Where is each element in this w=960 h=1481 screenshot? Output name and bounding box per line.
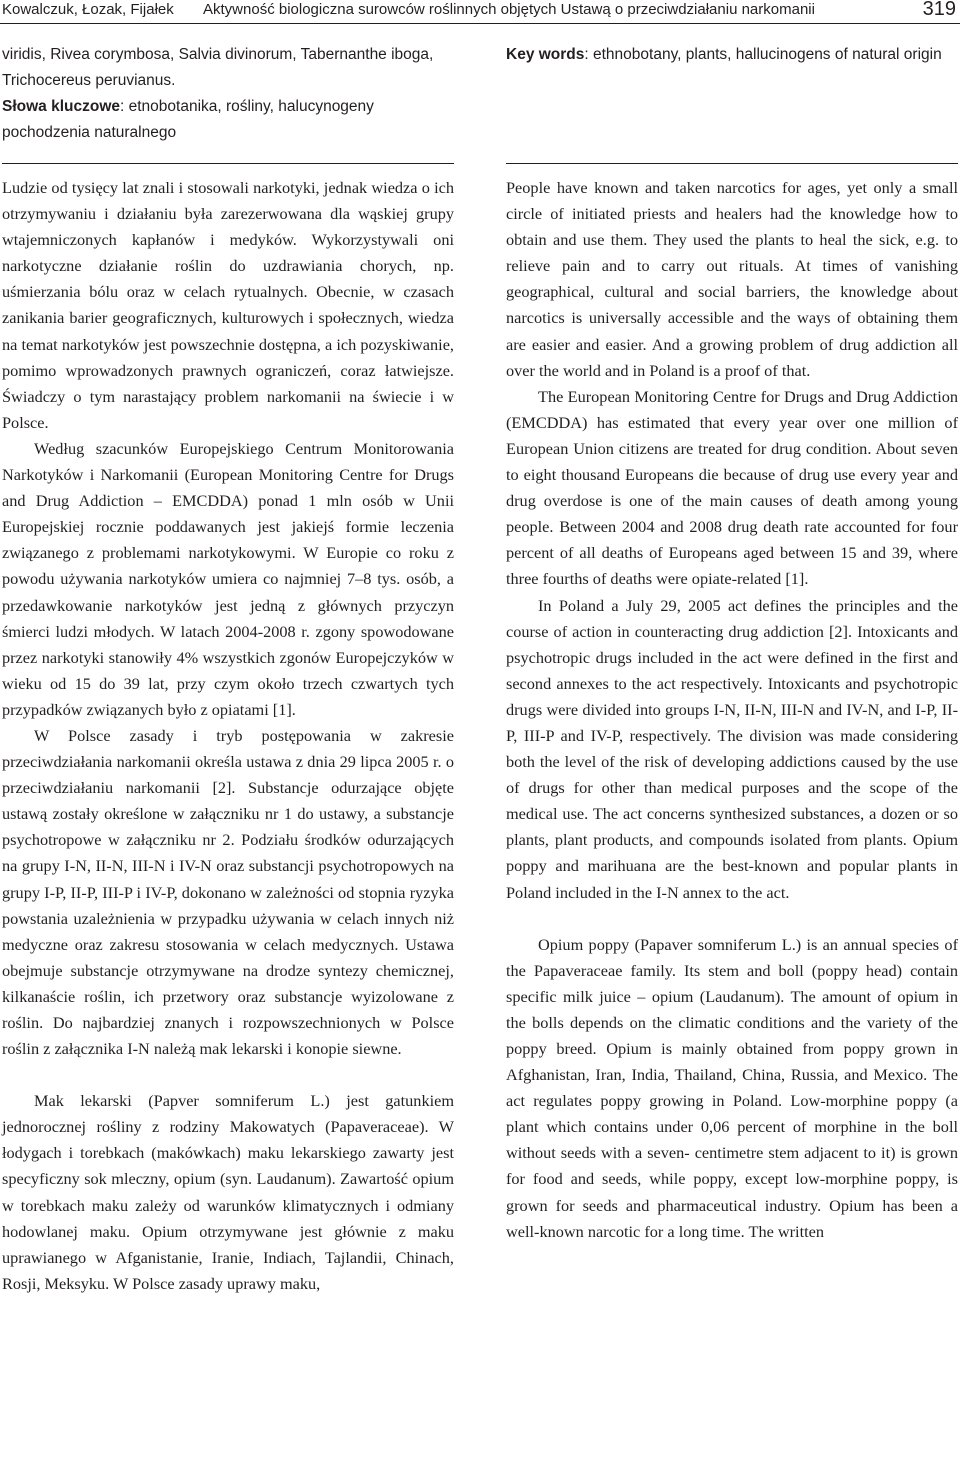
header-title: Aktywność biologiczna surowców roślinnych objętych Ustawą o przeciwdziałaniu narkomanii: [203, 1, 815, 18]
english-keywords: [506, 42, 958, 68]
body-paragraph: The European Monitoring Centre for Drugs and Drug Addiction (EMCDDA) has estimated that every year over one million of European Union citizens are treated for drug condition. About seven to eight thousand Europeans die because of drug use every year and drug overdose is one of the main causes of death among young people. Between 2004 and 2008 drug death rate accounted for four percent of all deaths of Europeans aged between 15 and 39, where three fourths of deaths were opiate-related [1].: [506, 386, 958, 589]
right-separator: [506, 163, 958, 164]
right-keywords: [506, 42, 958, 68]
polish-body: [2, 175, 454, 1297]
english-body: [506, 175, 958, 1245]
header-rule: [0, 23, 960, 24]
header-authors: Kowalczuk, Łozak, Fijałek: [2, 1, 174, 18]
left-separator: [2, 163, 454, 164]
body-paragraph: Ludzie od tysięcy lat znali i stosowali narkotyki, jednak wiedza o ich otrzymywaniu i działaniu była zarezerwowana dla wąskiej grupy wtajemniczonych kapłanów i medyków. Wykorzystywali oni narkotyczne działanie roślin do uzdrawiania chorych, np. uśmierzania bólu oraz w celach rytualnych. Obecnie, w czasach zanikania barier geograficznych, kulturowych i społecznych, wiedza na temat narkotyków jest powszechnie dostępna, a ich pozyskiwanie, pomimo wprowadzonych prawnych ograniczeń, coraz łatwiejsze. Świadczy o tym narastający problem narkomanii na świecie i w Polsce.: [2, 178, 454, 432]
running-header: [0, 0, 960, 24]
body-paragraph: In Poland a July 29, 2005 act defines the principles and the course of action in counteracting drug addiction [2]. Intoxicants and psychotropic drugs included in the act were defined in the first and second annexes to the act respectively. Intoxicants and psychotropic drugs were divided into groups I-N, II-N, III-N and IV-N, and I-P, II-P, III-P and IV-P, respectively. The division was made considering both the level of the risk of developing addictions caused by the use of drugs for other than medical purposes and the scope of the medical use. The act concerns synthesized substances, a dozen or so plants, plant products, and compounds isolated from plants. Opium poppy and marihuana are the best-known and popular plants in Poland included in the I-N annex to the act.: [506, 595, 958, 902]
page-number: 319: [922, 0, 956, 20]
body-paragraph: Według szacunków Europejskiego Centrum Monitorowania Narkotyków i Narkomanii (European Monitoring Centre for Drugs and Drug Addiction – EMCDDA) ponad 1 mln osób w Unii Europejskiej rocznie poddawanych jest jakiejś formie leczenia związanego z problemami narkotykowymi. W Europie co roku z powodu używania narkotyków umiera co najmniej 7–8 tys. osób, a przedawkowanie narkotyków jest jedną z głównych przyczyn śmierci ludzi młodych. W latach 2004-2008 r. zgony spowodowane przez narkotyki stanowiły 4% wszystkich zgonów Europejczyków w wieku od 15 do 39 lat, przy czym około trzech czwartych tych przypadków związanych było z opiatami [1].: [2, 438, 454, 719]
body-paragraph: People have known and taken narcotics for ages, yet only a small circle of initiated priests and healers had the knowledge how to obtain and use them. They used the plants to heal the sick, e.g. to relieve pain and to carry out rituals. At times of vanishing geographical, cultural and social barriers, the knowledge about narcotics is universally accessible and the ways of obtaining them are easier and easier. And a growing problem of drug addiction all over the world and in Poland is a proof of that.: [506, 178, 958, 380]
english-keywords-text: : ethnobotany, plants, hallucinogens of natural origin: [584, 46, 942, 63]
polish-keywords-label: Słowa kluczowe: [2, 98, 121, 115]
polish-keywords-text: : etnobotanika, rośliny, halucynogeny pochodzenia naturalnego: [2, 98, 374, 141]
english-keywords-label: Key words: [506, 46, 585, 63]
left-abstract-tail: [2, 42, 454, 146]
body-paragraph: W Polsce zasady i tryb postępowania w zakresie przeciwdziałania narkomanii określa ustawa z dnia 29 lipca 2005 r. o przeciwdziałaniu narkomanii [2]. Substancje odurzające objęte ustawą zostały określone w załączniku nr 1 do ustawy, a substancje psychotropowe w załączniku nr 2. Podziału środków odurzających na grupy I-N, II-N, III-N i IV-N oraz substancji psychotropowych na grupy I-P, II-P, III-P i IV-P, dokonano w zależności od stopnia ryzyka powstania uzależnienia w przypadku używania w celach innych niż medyczne oraz zakresu stosowania w celach medycznych. Ustawa obejmuje substancje otrzymywane na drodze syntezy chemicznej, kilkanaście roślin, ich przetwory oraz substancje wyizolowane z roślin. Do najbardziej znanych i rozpowszechnionych w Polsce roślin z załącznika I-N należą mak lekarski i konopie siewne.: [2, 725, 454, 1059]
species-list-tail: viridis, Rivea corymbosa, Salvia divinorum, Tabernanthe iboga, Trichocereus peruvianus.: [2, 46, 434, 89]
polish-keywords: [2, 94, 454, 146]
body-paragraph: Mak lekarski (Papver somniferum L.) jest gatunkiem jednorocznej rośliny z rodziny Makowatych (Papaveraceae). W łodygach i torebkach (makówkach) maku lekarskiego zawarty jest specyficzny sok mleczny, opium (syn. Laudanum). Zawartość opium w torebkach maku zależy od warunków klimatycznych i odmiany hodowlanej maku. Opium otrzymywane jest głównie z maku uprawianego w Afganistanie, Iranie, Indiach, Tajlandii, Chinach, Rosji, Meksyku. W Polsce zasady uprawy maku,: [2, 1091, 454, 1293]
body-paragraph: Opium poppy (Papaver somniferum L.) is an annual species of the Papaveraceae family. Its stem and boll (poppy head) contain specific milk juice – opium (Laudanum). The amount of opium in the bolls depends on the climatic conditions and the variety of the poppy breed. Opium is mainly obtained from poppy grown in Afghanistan, Iran, India, Thailand, China, Russia, and Mexico. The act regulates poppy growing in Poland. Low-morphine poppy (a plant which contains under 0,06 percent of morphine in the boll without seeds with a seven- centimetre stem adjacent to it) is grown for food and seeds, while poppy, except low-morphine poppy, is grown for seeds and pharmaceutical industry. Opium has been a well-known narcotic for a long time. The written: [506, 934, 958, 1241]
